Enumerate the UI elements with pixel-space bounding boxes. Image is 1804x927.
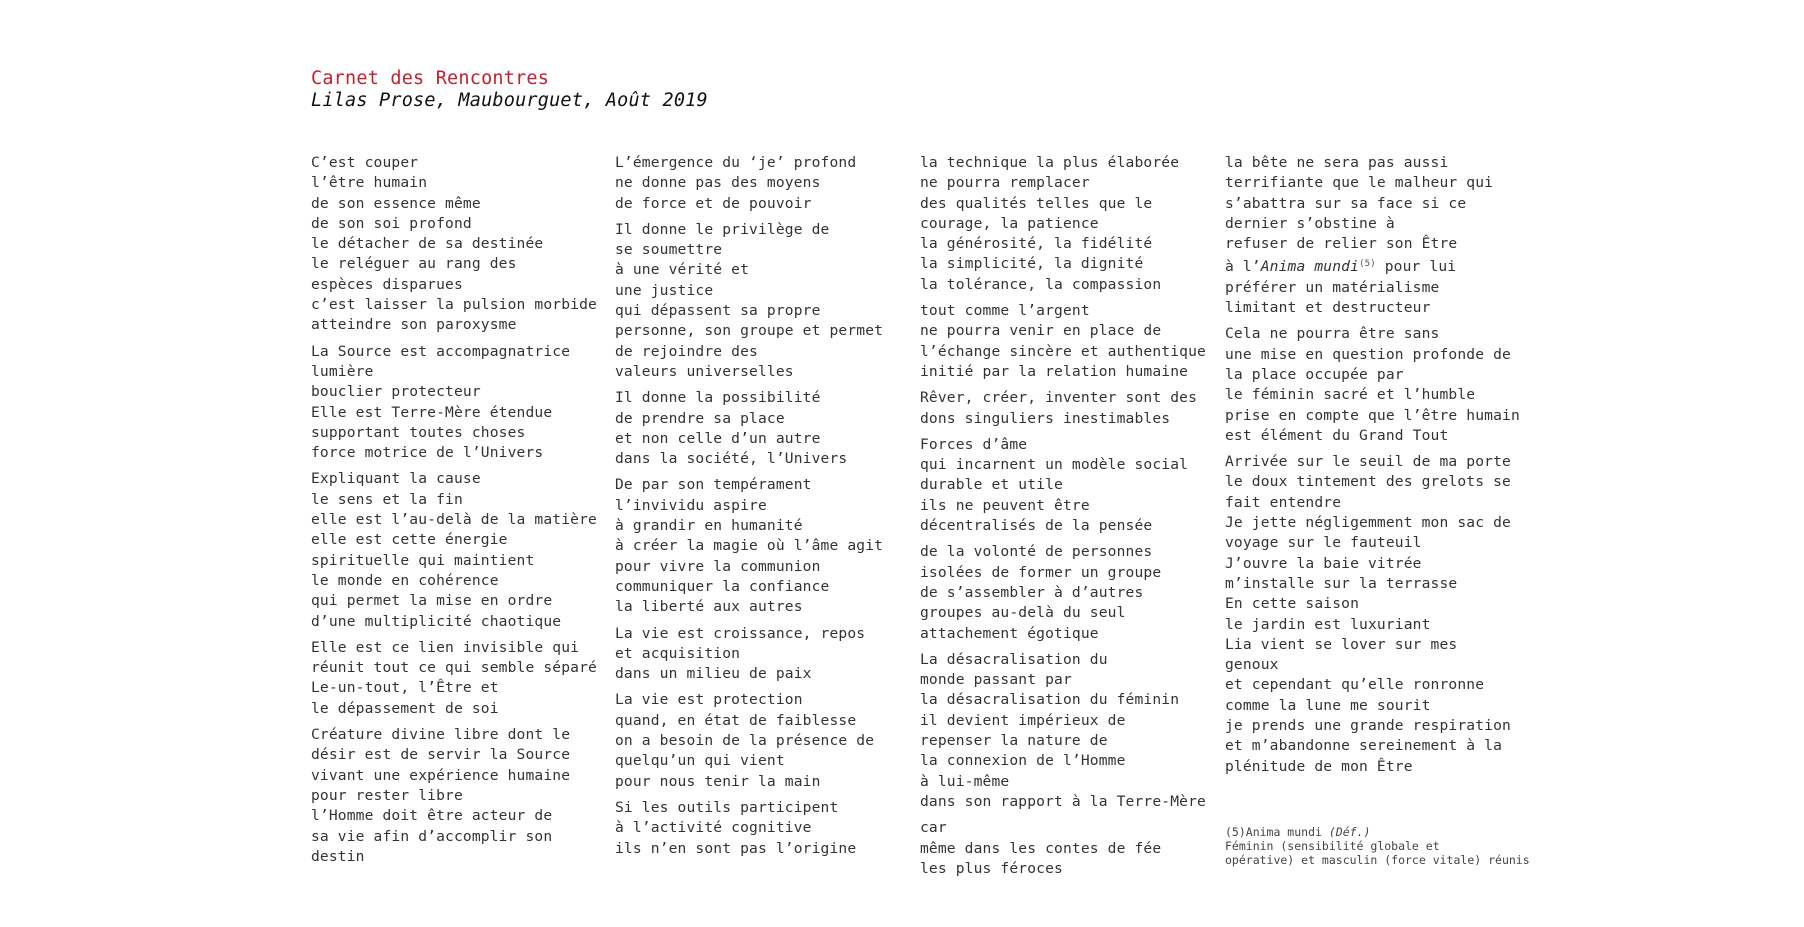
poem-line: comme la lune me sourit <box>1225 696 1431 714</box>
poem-line: même dans les contes de fée <box>920 839 1162 857</box>
poem-line: ne donne pas des moyens <box>615 174 821 192</box>
poem-line: la technique la plus élaborée <box>920 154 1180 171</box>
poem-line: quand, en état de faiblesse <box>615 711 857 729</box>
poem-line: décentralisés de la pensée <box>920 517 1153 535</box>
poem-line: pour vivre la communion <box>615 557 821 575</box>
poem-line: En cette saison <box>1225 595 1360 613</box>
stanza <box>311 342 601 464</box>
stanza <box>920 818 1210 879</box>
poem-line: fait entendre <box>1225 493 1342 511</box>
poem-line: la générosité, la fidélité <box>920 235 1153 253</box>
poem-line: m’installe sur la terrasse <box>1225 574 1458 592</box>
poem-line: le détacher de sa destinée <box>311 235 544 253</box>
poem-line: se soumettre <box>615 241 723 259</box>
poem-line: la simplicité, la dignité <box>920 255 1144 273</box>
poem-line: dans un milieu de paix <box>615 665 812 683</box>
poem-line: de prendre sa place <box>615 409 785 427</box>
poem-line: bouclier protecteur <box>311 383 481 401</box>
poem-line: à l’Anima mundi$^{(5)}$ pour lui <box>1225 258 1457 276</box>
poem-line: la bête ne sera pas aussi <box>1225 154 1449 171</box>
poem-line: je prends une grande respiration <box>1225 717 1511 735</box>
poem-line: le reléguer au rang des <box>311 255 517 273</box>
poem-line: le sens et la fin <box>311 490 463 508</box>
poem-line: Arrivée sur le seuil de ma porte <box>1225 453 1511 471</box>
poem-line: sa vie afin d’accomplir son <box>311 827 553 845</box>
poem-line: tout comme l’argent <box>920 302 1090 320</box>
poem-line: la place occupée par <box>1225 365 1404 383</box>
poem-line: est élément du Grand Tout <box>1225 426 1449 444</box>
stanza <box>920 650 1210 812</box>
poem-line: La vie est protection <box>615 691 803 709</box>
poem-line: les plus féroces <box>920 859 1063 877</box>
poem-line: l’Homme doit être acteur de <box>311 807 553 825</box>
stanza <box>615 690 905 791</box>
stanza <box>1225 153 1525 318</box>
poem-line: De par son tempérament <box>615 476 812 494</box>
poem-line: qui incarnent un modèle social <box>920 456 1189 474</box>
poem-line: plénitude de mon Être <box>1225 757 1413 775</box>
poem-line: voyage sur le fauteuil <box>1225 534 1422 552</box>
poem-line: Lia vient se lover sur mes <box>1225 635 1458 653</box>
poem-line: le doux tintement des grelots se <box>1225 473 1511 491</box>
poem-line: initié par la relation humaine <box>920 362 1189 380</box>
poem-line: de force et de pouvoir <box>615 194 812 212</box>
poem-line: à grandir en humanité <box>615 517 803 535</box>
poem-line: Si les outils participent <box>615 798 839 816</box>
poem-line: la désacralisation du féminin <box>920 691 1180 709</box>
poem-line: La désacralisation du <box>920 650 1108 668</box>
poem-line: genoux <box>1225 656 1279 674</box>
poem-line: Je jette négligemment mon sac de <box>1225 514 1511 532</box>
poem-line: on a besoin de la présence de <box>615 732 875 750</box>
stanza <box>920 153 1210 295</box>
poem-line: à créer la magie où l’âme agit <box>615 537 884 555</box>
poem-line: pour nous tenir la main <box>615 772 821 790</box>
poem-line: quelqu’un qui vient <box>615 752 785 770</box>
poem-line: terrifiante que le malheur qui <box>1225 174 1494 192</box>
stanza <box>311 153 601 336</box>
poem-line: elle est cette énergie <box>311 531 508 549</box>
poem-line: une mise en question profonde de <box>1225 345 1511 363</box>
poem-line: spirituelle qui maintient <box>311 551 535 569</box>
poem-line: L’émergence du ‘je’ profond <box>615 154 857 171</box>
stanza <box>311 725 601 867</box>
footnote <box>1225 825 1530 867</box>
poem-line: une justice <box>615 281 714 299</box>
poem-line: atteindre son paroxysme <box>311 316 517 334</box>
poem-line: J’ouvre la baie vitrée <box>1225 554 1422 572</box>
stanza <box>615 798 905 859</box>
poem-line: vivant une expérience humaine <box>311 766 571 784</box>
poem-line: ne pourra venir en place de <box>920 322 1162 340</box>
poem-line: communiquer la confiance <box>615 577 830 595</box>
poem-line: de rejoindre des <box>615 342 758 360</box>
poem-line: la liberté aux autres <box>615 598 803 616</box>
poem-line: le féminin sacré et l’humble <box>1225 386 1476 404</box>
poem-line: préférer un matérialisme <box>1225 278 1440 296</box>
poem-line: ne pourra remplacer <box>920 174 1090 192</box>
poem-line: attachement égotique <box>920 624 1099 642</box>
poem-line: monde passant par <box>920 671 1072 689</box>
poem-line: courage, la patience <box>920 214 1099 232</box>
poem-line: et non celle d’un autre <box>615 429 821 447</box>
poem-line: car <box>920 819 947 837</box>
poem-line: dans son rapport à la Terre-Mère <box>920 792 1206 810</box>
poem-line: à une vérité et <box>615 261 750 279</box>
poem-line: le monde en cohérence <box>311 571 499 589</box>
poem-line: Elle est ce lien invisible qui <box>311 638 580 656</box>
page-subtitle: Lilas Prose, Maubourguet, Août 2019 <box>311 90 708 111</box>
poem-line: de s’assembler à d’autres <box>920 583 1144 601</box>
poem-line: dans la société, l’Univers <box>615 450 848 468</box>
stanza <box>920 542 1210 643</box>
poem-line: espèces disparues <box>311 275 463 293</box>
poem-line: elle est l’au-delà de la matière <box>311 511 597 529</box>
poem-line: valeurs universelles <box>615 362 794 380</box>
poem-line: des qualités telles que le <box>920 194 1153 212</box>
poem-line: durable et utile <box>920 476 1063 494</box>
poem-line: et acquisition <box>615 644 741 662</box>
stanza <box>311 638 601 719</box>
poem-line: d’une multiplicité chaotique <box>311 612 562 630</box>
stanza <box>311 469 601 631</box>
stanza <box>1225 324 1525 446</box>
poem-line: prise en compte que l’être humain <box>1225 406 1520 424</box>
poem-column-3 <box>920 153 1210 885</box>
poem-line: Rêver, créer, inventer sont des <box>920 389 1198 407</box>
poem-line: désir est de servir la Source <box>311 746 571 764</box>
poem-line: ils ne peuvent être <box>920 496 1090 514</box>
poem-line: l’invividu aspire <box>615 496 767 514</box>
poem-line: c’est laisser la pulsion morbide <box>311 296 597 314</box>
poem-line: repenser la nature de <box>920 732 1108 750</box>
poem-line: isolées de former un groupe <box>920 563 1162 581</box>
poem-line: la connexion de l’Homme <box>920 752 1126 770</box>
poem-line: le dépassement de soi <box>311 699 499 717</box>
stanza <box>920 435 1210 536</box>
poem-column-1 <box>311 153 601 873</box>
poem-line: personne, son groupe et permet <box>615 322 884 340</box>
poem-line: il devient impérieux de <box>920 711 1126 729</box>
poem-line: dernier s’obstine à <box>1225 214 1395 232</box>
poem-line: pour rester libre <box>311 786 463 804</box>
poem-line: de son soi profond <box>311 214 472 232</box>
poem-line: Elle est Terre-Mère étendue <box>311 403 553 421</box>
poem-line: lumière <box>311 362 374 380</box>
poem-line: refuser de relier son Être <box>1225 235 1458 253</box>
stanza <box>615 624 905 685</box>
stanza <box>615 475 905 617</box>
poem-line: et m’abandonne sereinement à la <box>1225 737 1503 755</box>
stanza <box>1225 452 1525 777</box>
page-title: Carnet des Rencontres <box>311 68 550 89</box>
poem-line: La vie est croissance, repos <box>615 624 866 642</box>
poem-line: qui permet la mise en ordre <box>311 592 553 610</box>
footnote-line: Féminin (sensibilité globale et <box>1225 839 1440 853</box>
poem-line: supportant toutes choses <box>311 423 526 441</box>
poem-line: Cela ne pourra être sans <box>1225 325 1440 343</box>
poem-line: dons singuliers inestimables <box>920 409 1171 427</box>
poem-line: Il donne le privilège de <box>615 220 830 238</box>
poem-line: réunit tout ce qui semble séparé <box>311 659 597 677</box>
poem-line: l’échange sincère et authentique <box>920 342 1206 360</box>
poem-line: destin <box>311 847 365 865</box>
poem-line: de son essence même <box>311 194 481 212</box>
poem-line: La Source est accompagnatrice <box>311 342 571 360</box>
poem-line: qui dépassent sa propre <box>615 302 821 320</box>
poem-line: s’abattra sur sa face si ce <box>1225 194 1467 212</box>
poem-line: ils n’en sont pas l’origine <box>615 839 857 857</box>
poem-line: Le-un-tout, l’Être et <box>311 679 499 697</box>
poem-line: à l’activité cognitive <box>615 819 812 837</box>
stanza <box>615 153 905 214</box>
footnote-line: (5)Anima mundi (Déf.) <box>1225 825 1371 839</box>
poem-line: force motrice de l’Univers <box>311 444 544 462</box>
stanza <box>920 388 1210 429</box>
stanza <box>615 220 905 382</box>
poem-line: le jardin est luxuriant <box>1225 615 1431 633</box>
footnote-line: opérative) et masculin (force vitale) réunis <box>1225 853 1530 867</box>
poem-line: et cependant qu’elle ronronne <box>1225 676 1485 694</box>
poem-line: l’être humain <box>311 174 428 192</box>
stanza <box>615 388 905 469</box>
poem-line: Expliquant la cause <box>311 470 481 488</box>
poem-column-2 <box>615 153 905 865</box>
poem-line: C’est couper <box>311 154 419 171</box>
poem-line: Forces d’âme <box>920 435 1028 453</box>
poem-line: de la volonté de personnes <box>920 543 1153 561</box>
poem-line: Créature divine libre dont le <box>311 726 571 744</box>
poem-line: à lui-même <box>920 772 1010 790</box>
stanza <box>920 301 1210 382</box>
poem-line: la tolérance, la compassion <box>920 275 1162 293</box>
poem-line: groupes au-delà du seul <box>920 604 1126 622</box>
poem-line: Il donne la possibilité <box>615 389 821 407</box>
poem-line: limitant et destructeur <box>1225 299 1431 317</box>
poem-column-4 <box>1225 153 1525 783</box>
